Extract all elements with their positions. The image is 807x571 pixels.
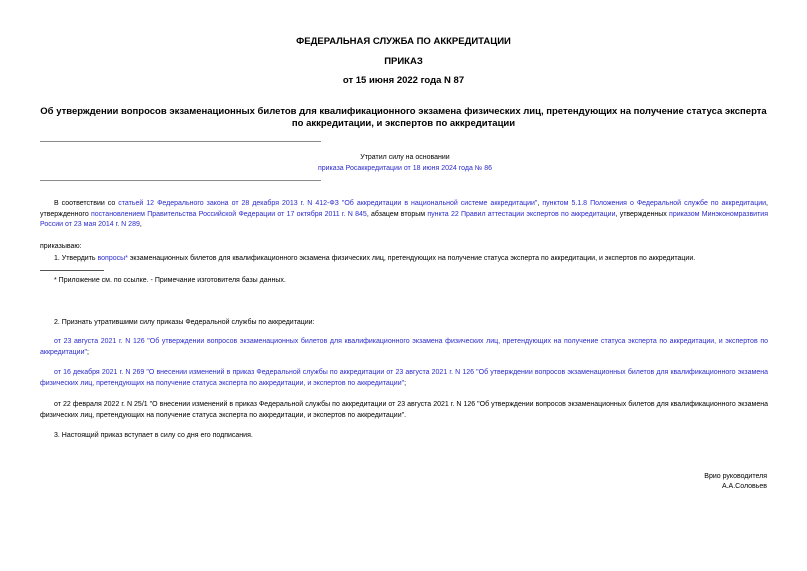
item-2-b [40, 368, 768, 389]
preamble-text: , абзацем вторым [366, 210, 428, 218]
divider-bottom [40, 180, 321, 181]
rules-link[interactable]: пункта 22 Правил аттестации экспертов по аккредитации [427, 210, 616, 218]
preamble-text: , утвержденного [40, 200, 768, 218]
footnote: * Приложение см. по ссылке. - Примечание изготовителя базы данных. [54, 277, 286, 284]
item-2-intro: 2. Признать утратившими силу приказы Федеральной службы по аккредитации: [54, 319, 315, 326]
preamble-text: , [139, 221, 142, 228]
item-1-suffix: экзаменационных билетов для квалификационного экзамена физических лиц, претендующих на получение статуса эксперта по аккредитации, и экспертов по аккредитации. [127, 255, 696, 262]
item-1 [54, 254, 768, 265]
item-2-c-text: от 22 февраля 2022 г. N 25/1 "О внесении изменений в приказ Федеральной службы по аккредитации от 23 августа 2021 г. N 126 "Об утверждении вопросов экзаменационных билетов для квалификационного экзамена физических лиц, претендующих на получение статуса эксперта по аккредитации, и экспертов по аккредитации" [40, 401, 768, 419]
repealed-order-269-link[interactable]: от 16 декабря 2021 г. N 269 "О внесении изменений в приказ Федеральной службы по аккредитации от 23 августа 2021 г. N 126 "Об утверждении вопросов экзаменационных билетов для квалификационного экзамена физических лиц, претендующих на получение статуса эксперта по аккредитации, и экспертов по аккредитации" [40, 369, 768, 387]
doc-date-number: от 15 июня 2022 года N 87 [342, 75, 465, 86]
footnote-rule [40, 270, 104, 271]
item-2-b-end: ; [404, 379, 407, 387]
item-1-prefix: 1. Утвердить [54, 255, 98, 262]
regulation-link[interactable]: пунктом 5.1.8 Положения о Федеральной службе по аккредитации [542, 200, 767, 207]
order-word: приказываю: [40, 243, 82, 250]
preamble-text: В соответствии со [54, 200, 119, 207]
order-link[interactable]: приказом Минэкономразвития России от 23 мая 2014 г. N 289 [40, 210, 768, 228]
item-2-c [40, 400, 768, 421]
repealed-order-126-link[interactable]: от 23 августа 2021 г. N 126 "Об утверждении вопросов экзаменационных билетов для квалификационного экзамена физических лиц, претендующих на получение статуса эксперта по аккредитации, и экспертов по аккредитации" [40, 338, 768, 356]
preamble-paragraph [40, 199, 768, 231]
doc-title: Об утверждении вопросов экзаменационных билетов для квалификационного экзамена физических лиц, претендующих на получение статуса эксперта по аккредитации, и экспертов по аккредитации [40, 106, 767, 129]
status-line-1: Утратил силу на основании [360, 154, 450, 161]
item-2-a-end: ; [86, 348, 89, 356]
item-3: 3. Настоящий приказ вступает в силу со дня его подписания. [54, 432, 253, 439]
preamble-text: , [537, 200, 543, 207]
signature-name: А.А.Соловьев [721, 483, 767, 490]
doc-type: ПРИКАЗ [384, 56, 423, 67]
law-link[interactable]: статьей 12 Федерального закона от 28 декабря 2013 г. N 412-ФЗ "Об аккредитации в национальной системе аккредитации" [118, 200, 538, 207]
resolution-link[interactable]: постановлением Правительства Российской Федерации от 17 октября 2011 г. N 845 [90, 210, 367, 218]
status-repeal-link[interactable]: приказа Росаккредитации от 18 июня 2024 года № 86 [317, 165, 493, 172]
item-2-c-end: . [404, 411, 407, 419]
signature-role: Врио руководителя [704, 473, 767, 480]
agency-name: ФЕДЕРАЛЬНАЯ СЛУЖБА ПО АККРЕДИТАЦИИ [296, 36, 511, 47]
questions-link[interactable]: вопросы* [97, 255, 128, 262]
item-2-a [40, 337, 768, 358]
preamble-text: , утвержденных [615, 210, 670, 218]
divider-top [40, 141, 321, 142]
